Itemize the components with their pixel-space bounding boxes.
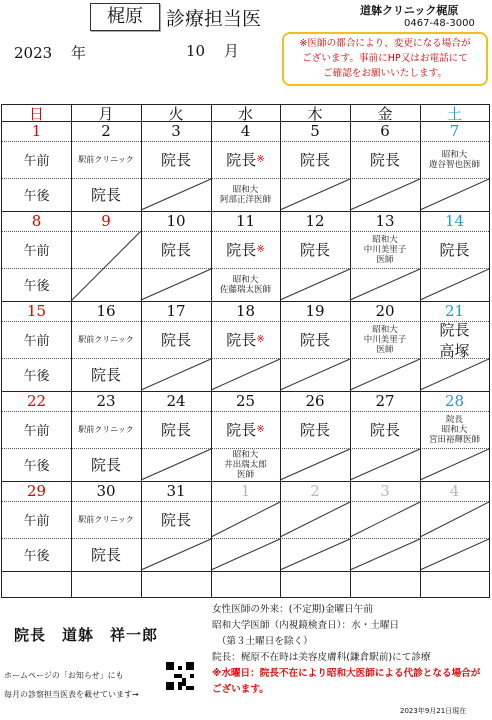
wednesday-asterisk-icon: ※ <box>256 334 265 345</box>
doctor-name: 駅前クリニック <box>78 515 134 524</box>
pm-label: 午後 <box>23 549 50 564</box>
doctor-name: 昭和大 中川美里子 医師 <box>363 324 407 355</box>
date-number: 18 <box>235 302 256 320</box>
date-number: 24 <box>166 392 186 410</box>
doctor-name: 昭和大 井出瑞太郎 医師 <box>224 449 267 480</box>
doctor-name: 院長 <box>369 151 400 169</box>
doctor-am-cell <box>280 231 350 268</box>
wednesday-asterisk-icon: ※ <box>256 154 265 165</box>
date-number: 15 <box>26 302 47 320</box>
doctor-am-cell <box>350 141 420 178</box>
doctor-pm-cell <box>280 358 350 391</box>
doctor-name: 院長 <box>160 511 191 529</box>
doctor-name: 院長 <box>90 456 121 474</box>
year-unit: 年 <box>70 44 86 62</box>
date-number: 25 <box>235 392 256 410</box>
date-number: 1 <box>240 482 251 500</box>
notice-line: ※医師の都合により、変更になる場合が <box>299 38 471 49</box>
location-badge: 梶原 <box>90 3 160 31</box>
doctor-pm-cell <box>350 178 420 211</box>
date-number: 1 <box>31 122 42 140</box>
doctor-am-cell <box>280 501 350 538</box>
doctor-am-cell <box>71 321 141 358</box>
page-title: 診療担当医 <box>166 8 262 30</box>
month-unit: 月 <box>223 42 239 60</box>
doctor-am-cell <box>71 501 141 538</box>
as-of-date: 2023年9月21日現在 <box>400 707 467 715</box>
wednesday-warning: ※水曜日：院長不在により昭和大医師による代診となる場合がございます。 <box>212 668 481 695</box>
date-number: 28 <box>444 392 465 410</box>
date-number: 22 <box>26 392 47 410</box>
info-line: （第３土曜日を除く） <box>212 636 313 647</box>
doctor-am-cell <box>280 411 350 448</box>
doctor-am-cell <box>211 321 280 358</box>
doctor-pm-cell <box>141 358 211 391</box>
date-number: 4 <box>449 482 460 500</box>
am-label: 午前 <box>23 154 50 169</box>
date-number: 9 <box>101 212 111 230</box>
date-number: 21 <box>444 302 465 320</box>
doctor-am-cell <box>211 411 280 448</box>
month-value: 10 <box>186 42 206 60</box>
date-number: 23 <box>96 392 116 410</box>
notice-line: ご確認をお願いいたします。 <box>323 68 447 79</box>
wednesday-asterisk-icon: ※ <box>256 244 265 255</box>
weekday-header: 水 <box>237 104 253 123</box>
am-label: 午前 <box>23 424 50 439</box>
date-number: 2 <box>310 482 320 500</box>
doctor-name: 院長 昭和大 宮田裕輝医師 <box>428 414 480 445</box>
doctor-pm-cell <box>71 538 141 571</box>
doctor-name: 院長 <box>299 331 330 349</box>
doctor-name: 院長 <box>160 241 191 259</box>
pm-label: 午後 <box>23 189 50 204</box>
doctor-pm-cell <box>211 448 280 481</box>
date-number: 16 <box>96 302 116 320</box>
date-number: 3 <box>380 482 390 500</box>
homepage-note <box>4 666 139 704</box>
doctor-am-cell <box>420 321 489 358</box>
doctor-am-cell <box>71 141 141 178</box>
doctor-pm-cell <box>420 538 489 571</box>
date-number: 20 <box>375 302 395 320</box>
doctor-pm-cell <box>211 358 280 391</box>
doctor-name: 院長 <box>299 241 330 259</box>
doctor-am-cell <box>141 501 211 538</box>
doctor-pm-cell <box>71 358 141 391</box>
am-label: 午前 <box>23 244 50 259</box>
date-number: 19 <box>305 302 325 320</box>
date-number: 3 <box>171 122 181 140</box>
doctor-am-cell <box>420 411 489 448</box>
doctor-name: 昭和大 中川美里子 医師 <box>363 234 407 265</box>
doctor-name: 昭和大 遊谷智也医師 <box>428 149 480 170</box>
doctor-name: 院長 <box>299 151 330 169</box>
calendar-bottom <box>2 571 489 572</box>
doctor-pm-cell <box>280 538 350 571</box>
doctor-am-cell <box>141 411 211 448</box>
doctor-am-cell <box>211 501 280 538</box>
date-number: 7 <box>449 122 460 140</box>
doctor-am-cell <box>280 141 350 178</box>
doctor-am-cell <box>350 411 420 448</box>
column-divider <box>280 105 281 597</box>
weekday-header: 月 <box>98 104 114 123</box>
qr-code-icon[interactable] <box>166 662 194 690</box>
date-number: 11 <box>235 212 256 230</box>
doctor-am-cell <box>420 231 489 268</box>
date-number: 17 <box>166 302 186 320</box>
doctor-pm-cell <box>350 538 420 571</box>
doctor-name: 昭和大 阿部正洋医師 <box>219 184 271 205</box>
doctor-am-cell <box>141 231 211 268</box>
homepage-note-line: ホームページの「お知らせ」にも <box>4 671 124 680</box>
column-divider <box>141 105 142 597</box>
doctor-am-cell <box>420 501 489 538</box>
doctor-name: 院長 <box>90 546 121 564</box>
doctor-name: 院長 <box>369 421 400 439</box>
doctor-name: 駅前クリニック <box>78 335 134 344</box>
doctor-pm-cell <box>280 448 350 481</box>
doctor-pm-cell <box>350 448 420 481</box>
am-label: 午前 <box>23 514 50 529</box>
pm-label: 午後 <box>23 279 50 294</box>
doctor-pm-cell <box>71 178 141 211</box>
doctor-name: 駅前クリニック <box>78 425 134 434</box>
date-number: 2 <box>101 122 111 140</box>
info-line: 女性医師の外来：(不定期)金曜日午前 <box>212 604 373 615</box>
date-number: 6 <box>380 122 390 140</box>
weekday-header: 金 <box>377 104 393 123</box>
pm-label: 午後 <box>23 459 50 474</box>
schedule-calendar <box>1 104 490 598</box>
doctor-pm-cell <box>71 268 141 301</box>
date-number: 14 <box>444 212 465 230</box>
doctor-name: 院長 <box>226 331 257 349</box>
wednesday-asterisk-icon: ※ <box>256 424 265 435</box>
date-number: 29 <box>26 482 47 500</box>
date-number: 31 <box>166 482 186 500</box>
doctor-name: 院長 <box>160 421 191 439</box>
date-number: 5 <box>310 122 320 140</box>
weekday-header: 土 <box>446 104 462 123</box>
info-line: 院長：梶原不在時は美容皮膚科(鎌倉駅前)にて診療 <box>212 652 431 663</box>
doctor-name: 駅前クリニック <box>78 155 134 164</box>
date-number: 30 <box>96 482 116 500</box>
doctor-pm-cell <box>71 448 141 481</box>
doctor-pm-cell <box>141 448 211 481</box>
date-number: 13 <box>375 212 395 230</box>
info-notes <box>212 602 488 698</box>
notice-box <box>282 32 488 86</box>
doctor-am-cell <box>71 411 141 448</box>
doctor-pm-cell <box>350 358 420 391</box>
doctor-pm-cell <box>141 538 211 571</box>
doctor-name: 院長 <box>226 241 257 259</box>
year-label <box>14 42 86 63</box>
doctor-name: 院長 <box>439 241 470 259</box>
clinic-name: 道躰クリニック梶原 <box>360 4 459 17</box>
weekday-header: 木 <box>307 104 323 123</box>
year-value: 2023 <box>14 44 53 62</box>
doctor-am-cell <box>350 501 420 538</box>
doctor-am-cell <box>350 231 420 268</box>
doctor-name: 院長 <box>226 151 257 169</box>
doctor-name: 院長 <box>226 421 257 439</box>
column-divider <box>71 105 72 597</box>
column-divider <box>211 105 212 597</box>
doctor-pm-cell <box>420 358 489 391</box>
doctor-am-cell <box>141 141 211 178</box>
doctor-pm-cell <box>211 268 280 301</box>
date-number: 12 <box>305 212 325 230</box>
doctor-pm-cell <box>141 268 211 301</box>
doctor-name: 院長 高塚 <box>439 320 470 360</box>
doctor-pm-cell <box>141 178 211 211</box>
homepage-note-line: 毎月の診察担当医表を載せています→ <box>4 690 139 699</box>
doctor-pm-cell <box>350 268 420 301</box>
doctor-name: 院長 <box>160 151 191 169</box>
pm-label: 午後 <box>23 369 50 384</box>
doctor-name: 昭和大 佐藤瑞太医師 <box>219 274 271 295</box>
am-label: 午前 <box>23 334 50 349</box>
doctor-name: 院長 <box>299 421 330 439</box>
doctor-name: 院長 <box>90 186 121 204</box>
doctor-name: 院長 <box>90 366 121 384</box>
date-number: 4 <box>240 122 251 140</box>
doctor-pm-cell <box>211 178 280 211</box>
date-number: 26 <box>305 392 325 410</box>
doctor-name: 院長 <box>160 331 191 349</box>
doctor-pm-cell <box>280 178 350 211</box>
weekday-header: 日 <box>28 104 44 123</box>
doctor-am-cell <box>211 141 280 178</box>
doctor-pm-cell <box>420 268 489 301</box>
month-label <box>186 40 239 61</box>
doctor-pm-cell <box>280 268 350 301</box>
doctor-pm-cell <box>211 538 280 571</box>
weekday-header: 火 <box>168 104 184 123</box>
director-name: 院長 道躰 祥一郎 <box>14 626 159 644</box>
column-divider <box>350 105 351 597</box>
doctor-am-cell <box>211 231 280 268</box>
doctor-am-cell <box>420 141 489 178</box>
info-line: 昭和大学医師（内視鏡検査日）：水・土曜日 <box>212 620 400 631</box>
doctor-am-cell <box>71 231 141 268</box>
doctor-pm-cell <box>420 448 489 481</box>
doctor-am-cell <box>280 321 350 358</box>
clinic-phone: 0467-48-3000 <box>404 18 475 29</box>
notice-line: ございます。事前にHP又はお電話にて <box>302 53 468 64</box>
doctor-pm-cell <box>420 178 489 211</box>
date-number: 10 <box>166 212 186 230</box>
doctor-am-cell <box>141 321 211 358</box>
doctor-am-cell <box>350 321 420 358</box>
date-number: 27 <box>375 392 395 410</box>
column-divider <box>420 105 421 597</box>
date-number: 8 <box>31 212 42 230</box>
